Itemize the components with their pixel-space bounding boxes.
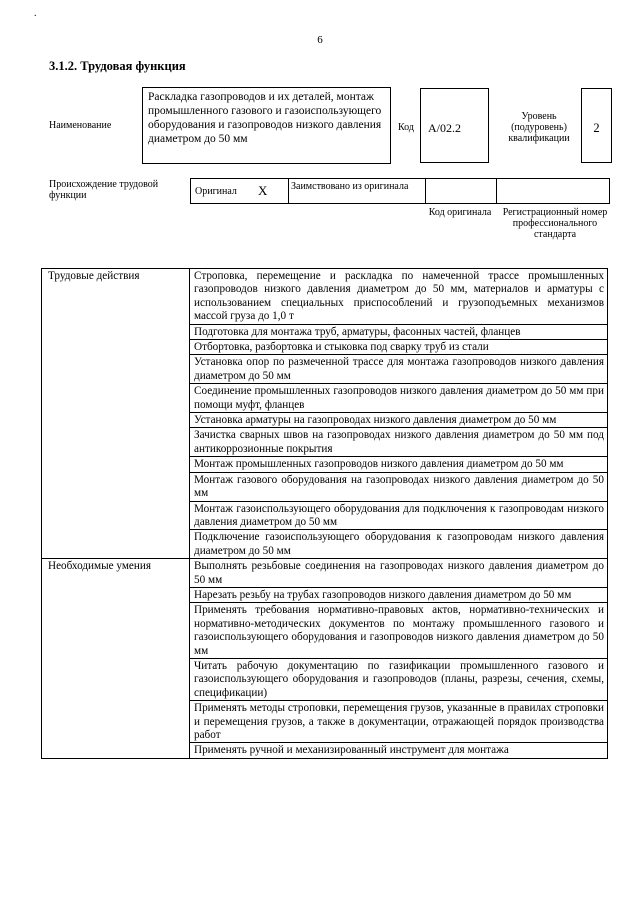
original-mark: X: [258, 183, 268, 198]
table-cell: Применять требования нормативно-правовых актов, нормативно-технических и нормативно-методических документов по монтажу промышленного газового и газоиспользующего оборудования и газопроводов низкого давления диаметром до 50 мм: [190, 603, 608, 659]
table-cell: Зачистка сварных швов на газопроводах низкого давления диаметром до 50 мм под антикоррозионные покрытия: [190, 428, 608, 457]
section-label: Трудовые действия: [42, 269, 190, 559]
table-cell: Монтаж газоиспользующего оборудования для подключения к газопроводам низкого давления диаметром до 50 мм: [190, 501, 608, 530]
table-cell: Подготовка для монтажа труб, арматуры, фасонных частей, фланцев: [190, 324, 608, 339]
code-label: Код: [398, 122, 414, 133]
original-label: Оригинал: [195, 186, 237, 197]
origin-label: Происхождение трудовой функции: [49, 179, 159, 201]
divider: [425, 179, 426, 203]
table-cell: Соединение промышленных газопроводов низкого давления диаметром до 50 мм при помощи муфт, фланцев: [190, 384, 608, 413]
divider: [496, 179, 497, 203]
code-original-caption: Код оригинала: [428, 207, 492, 218]
divider: [288, 179, 289, 203]
table-cell: Монтаж промышленных газопроводов низкого давления диаметром до 50 мм: [190, 457, 608, 472]
table-cell: Нарезать резьбу на трубах газопроводов низкого давления диаметром до 50 мм: [190, 587, 608, 602]
level-value: 2: [593, 121, 600, 135]
name-label: Наименование: [49, 120, 112, 131]
table-row: [42, 269, 608, 325]
table-cell: Отбортовка, разбортовка и стыковка под сварку труб из стали: [190, 340, 608, 355]
table-cell: Установка опор по размеченной трассе для монтажа газопроводов низкого давления диаметром до 50 мм: [190, 355, 608, 384]
section-label: Необходимые умения: [42, 559, 190, 759]
table-cell: Подключение газоиспользующего оборудования к газопроводам низкого давления диаметром до 50 мм: [190, 530, 608, 559]
level-box: [581, 88, 612, 163]
table-cell: Выполнять резьбовые соединения на газопроводах низкого давления диаметром до 50 мм: [190, 559, 608, 588]
section-title: 3.1.2. Трудовая функция: [49, 59, 186, 73]
scan-dot: .: [34, 8, 37, 19]
page-number: 6: [317, 34, 323, 46]
borrowed-label: Заимствовано из оригинала: [291, 181, 409, 192]
code-value: A/02.2: [428, 121, 461, 135]
table-cell: Строповка, перемещение и раскладка по намеченной трассе промышленных газопроводов низкого давления диаметром до 50 мм, материалов и арматуры с использованием специальных приспособлений и грузоподъемных механизмов массой груза до 1,0 т: [190, 269, 608, 325]
code-box: [420, 88, 489, 163]
function-details-table: [41, 268, 608, 759]
table-row: [42, 559, 608, 588]
table-cell: Монтаж газового оборудования на газопроводах низкого давления диаметром до 50 мм: [190, 472, 608, 501]
table-cell: Применять ручной и механизированный инструмент для монтажа: [190, 743, 608, 758]
function-name-box: Раскладка газопроводов и их деталей, монтаж промышленного газового и газоиспользующего оборудования и газопроводов низкого давления диаметром до 50 мм: [142, 87, 391, 164]
level-label: Уровень (подуровень) квалификации: [508, 111, 570, 144]
table-cell: Применять методы строповки, перемещения грузов, указанные в правилах строповки и перемещения грузов, а также в документации, отражающей порядок производства работ: [190, 701, 608, 743]
reg-number-caption: Регистрационный номер профессионального стандарта: [502, 207, 608, 240]
table-cell: Читать рабочую документацию по газификации промышленного газового и газоиспользующего оборудования и газопроводов (планы, разрезы, сечения, схемы, спецификации): [190, 658, 608, 700]
table-cell: Установка арматуры на газопроводах низкого давления диаметром до 50 мм: [190, 413, 608, 428]
